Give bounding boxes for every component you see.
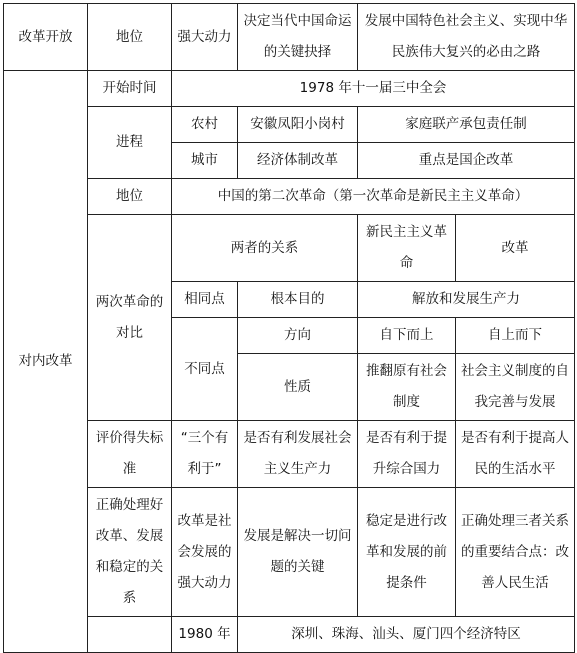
table-row-status bbox=[4, 179, 575, 215]
cell-eval-three: “三个有利于” bbox=[172, 421, 238, 488]
cell-urban-item: 重点是国企改革 bbox=[358, 143, 575, 179]
table-row-overview bbox=[4, 4, 575, 71]
cell-nature-nd: 推翻原有社会制度 bbox=[358, 354, 456, 421]
cell-compare-label: 两次革命的对比 bbox=[88, 215, 172, 421]
cell-direction-reform: 自上而下 bbox=[456, 318, 575, 354]
cell-eval-1: 是否有利发展社会主义生产力 bbox=[238, 421, 358, 488]
cell-power: 强大动力 bbox=[172, 4, 238, 71]
cell-position-label: 地位 bbox=[88, 4, 172, 71]
table-row-zones bbox=[4, 617, 575, 653]
cell-status-value: 中国的第二次革命（第一次革命是新民主主义革命） bbox=[172, 179, 575, 215]
table-row-eval bbox=[4, 421, 575, 488]
cell-reform-label: 改革 bbox=[456, 215, 575, 282]
cell-urban-label: 城市 bbox=[172, 143, 238, 179]
cell-direction-label: 方向 bbox=[238, 318, 358, 354]
cell-diff-label: 不同点 bbox=[172, 318, 238, 421]
cell-rural-item: 家庭联产承包责任制 bbox=[358, 107, 575, 143]
cell-nature-reform: 社会主义制度的自我完善与发展 bbox=[456, 354, 575, 421]
cell-same-label: 相同点 bbox=[172, 282, 238, 318]
cell-title: 改革开放 bbox=[4, 4, 88, 71]
cell-choice: 决定当代中国命运的关键抉择 bbox=[238, 4, 358, 71]
cell-direction-nd: 自下而上 bbox=[358, 318, 456, 354]
cell-zones-year: 1980 年 bbox=[172, 617, 238, 653]
table-row-handle bbox=[4, 488, 575, 617]
cell-domestic-label: 对内改革 bbox=[4, 71, 88, 653]
cell-start-label: 开始时间 bbox=[88, 71, 172, 107]
cell-blank bbox=[88, 617, 172, 653]
cell-nature-label: 性质 bbox=[238, 354, 358, 421]
cell-handle-2: 发展是解决一切问题的关键 bbox=[238, 488, 358, 617]
cell-goal-value: 解放和发展生产力 bbox=[358, 282, 575, 318]
cell-relation-label: 两者的关系 bbox=[172, 215, 358, 282]
cell-handle-3: 稳定是进行改革和发展的前提条件 bbox=[358, 488, 456, 617]
cell-rural-label: 农村 bbox=[172, 107, 238, 143]
cell-rural-place: 安徽凤阳小岗村 bbox=[238, 107, 358, 143]
cell-status-label: 地位 bbox=[88, 179, 172, 215]
cell-handle-4: 正确处理三者关系的重要结合点：改善人民生活 bbox=[456, 488, 575, 617]
cell-path: 发展中国特色社会主义、实现中华民族伟大复兴的必由之路 bbox=[358, 4, 575, 71]
cell-eval-3: 是否有利于提高人民的生活水平 bbox=[456, 421, 575, 488]
cell-handle-label: 正确处理好改革、发展和稳定的关系 bbox=[88, 488, 172, 617]
cell-goal-label: 根本目的 bbox=[238, 282, 358, 318]
table-row-start bbox=[4, 71, 575, 107]
cell-eval-label: 评价得失标准 bbox=[88, 421, 172, 488]
cell-eval-2: 是否有利于提升综合国力 bbox=[358, 421, 456, 488]
table-row-rural bbox=[4, 107, 575, 143]
cell-zones-list: 深圳、珠海、汕头、厦门四个经济特区 bbox=[238, 617, 575, 653]
cell-process-label: 进程 bbox=[88, 107, 172, 179]
cell-start-value: 1978 年十一届三中全会 bbox=[172, 71, 575, 107]
cell-urban-place: 经济体制改革 bbox=[238, 143, 358, 179]
cell-nd-label: 新民主主义革命 bbox=[358, 215, 456, 282]
cell-handle-1: 改革是社会发展的强大动力 bbox=[172, 488, 238, 617]
reform-summary-table bbox=[3, 3, 575, 653]
table-row-relation bbox=[4, 215, 575, 282]
